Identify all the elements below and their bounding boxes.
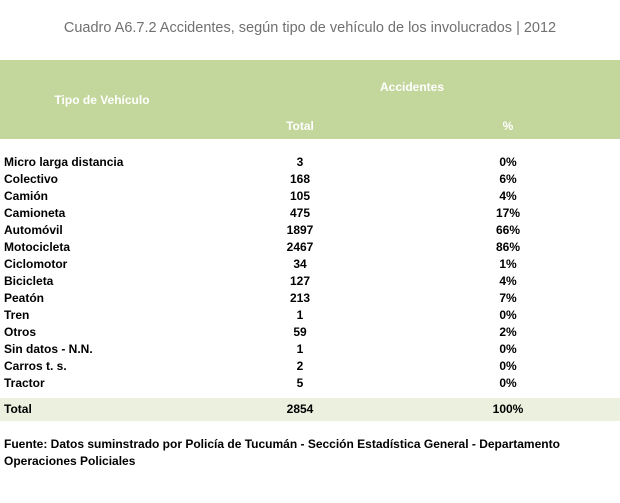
cell-vehicle-type: Sin datos - N.N. (4, 342, 93, 356)
header-accidents-group: Accidentes (379, 79, 445, 94)
cell-percent: 0% (499, 342, 517, 356)
cell-total: 475 (289, 206, 311, 220)
cell-percent: 17% (495, 206, 521, 220)
cell-vehicle-type: Automóvil (4, 223, 63, 237)
cell-percent: 2% (499, 325, 517, 339)
cell-vehicle-type: Camioneta (4, 206, 66, 220)
cell-total: 213 (289, 291, 311, 305)
cell-percent: 4% (499, 189, 517, 203)
total-label: Total (4, 402, 32, 416)
cell-vehicle-type: Colectivo (4, 172, 59, 186)
table-row (0, 222, 620, 239)
cell-percent: 7% (499, 291, 517, 305)
table-row (0, 358, 620, 375)
cell-total: 5 (296, 376, 304, 390)
cell-total: 1897 (286, 223, 314, 237)
table-row (0, 188, 620, 205)
cell-percent: 4% (499, 274, 517, 288)
cell-vehicle-type: Motocicleta (4, 240, 71, 254)
table-row (0, 273, 620, 290)
cell-vehicle-type: Otros (4, 325, 37, 339)
cell-total: 1 (296, 308, 304, 322)
table-row (0, 375, 620, 392)
cell-total: 2 (296, 359, 304, 373)
header-vehicle-type: Tipo de Vehículo (54, 92, 150, 107)
cell-vehicle-type: Tractor (4, 376, 45, 390)
cell-vehicle-type: Camión (4, 189, 49, 203)
table-row (0, 154, 620, 171)
table-row (0, 307, 620, 324)
table-title: Cuadro A6.7.2 Accidentes, según tipo de vehículo de los involucrados | 2012 (63, 20, 557, 36)
cell-percent: 1% (499, 257, 517, 271)
cell-vehicle-type: Micro larga distancia (4, 155, 124, 169)
cell-vehicle-type: Bicicleta (4, 274, 54, 288)
cell-percent: 0% (499, 155, 517, 169)
cell-vehicle-type: Carros t. s. (4, 359, 67, 373)
cell-total: 168 (289, 172, 311, 186)
cell-total: 1 (296, 342, 304, 356)
table-row (0, 171, 620, 188)
table-body (0, 154, 620, 392)
header-total: Total (286, 119, 314, 133)
total-row (0, 398, 620, 421)
cell-percent: 0% (499, 359, 517, 373)
cell-vehicle-type: Tren (4, 308, 30, 322)
source-note: Fuente: Datos suminstrado por Policía de Tucumán - Sección Estadística General - Departamento Operaciones Policiales (4, 437, 560, 468)
table-header (0, 60, 620, 139)
cell-total: 34 (293, 257, 307, 271)
cell-percent: 0% (499, 376, 517, 390)
table-row (0, 256, 620, 273)
total-percent: 100% (492, 402, 524, 416)
cell-total: 105 (289, 189, 311, 203)
total-value: 2854 (286, 402, 314, 416)
cell-percent: 66% (495, 223, 521, 237)
cell-total: 3 (296, 155, 304, 169)
cell-percent: 0% (499, 308, 517, 322)
cell-vehicle-type: Ciclomotor (4, 257, 68, 271)
cell-total: 2467 (286, 240, 314, 254)
cell-total: 127 (289, 274, 311, 288)
cell-total: 59 (293, 325, 307, 339)
table-row (0, 205, 620, 222)
cell-vehicle-type: Peatón (4, 291, 45, 305)
table-row (0, 324, 620, 341)
header-percent: % (502, 119, 514, 133)
table-row (0, 239, 620, 256)
table-row (0, 341, 620, 358)
cell-percent: 6% (499, 172, 517, 186)
cell-percent: 86% (495, 240, 521, 254)
table-row (0, 290, 620, 307)
